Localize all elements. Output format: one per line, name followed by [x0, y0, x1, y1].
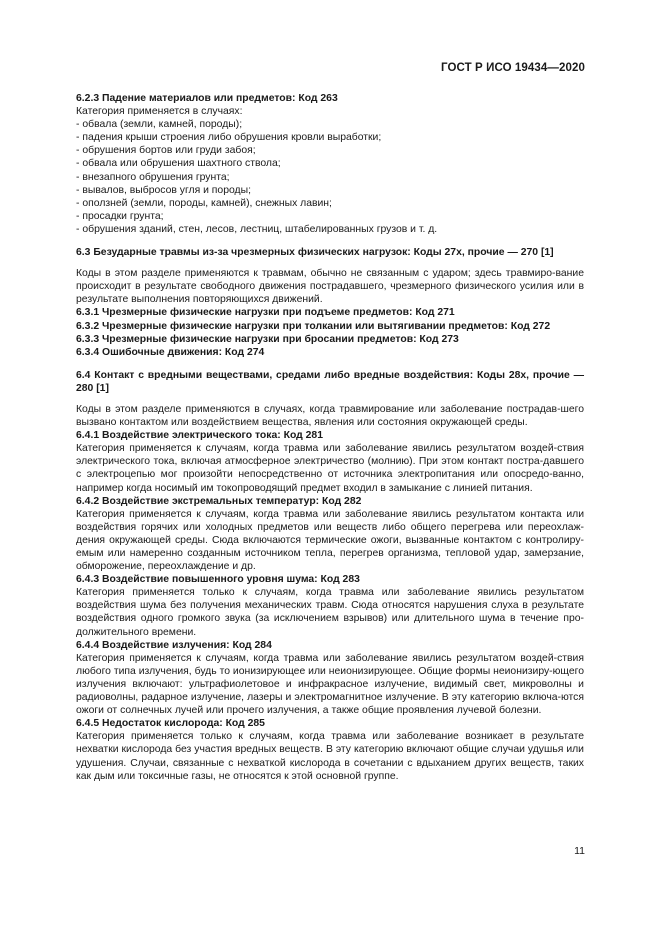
list-item: - оползней (земли, породы, камней), снежных лавин; — [76, 197, 584, 210]
section-6-3-2-title: 6.3.2 Чрезмерные физические нагрузки при толкании или вытягивании предметов: Код 272 — [76, 320, 551, 332]
page-number: 11 — [574, 845, 585, 857]
list-item: - обрушения бортов или груди забоя; — [76, 144, 584, 157]
section-6-3-title: 6.3 Безударные травмы из-за чрезмерных физических нагрузок: Коды 27х, прочие — 270 [1] — [76, 247, 554, 259]
section-6-3-3-title: 6.3.3 Чрезмерные физические нагрузки при бросании предметов: Код 273 — [76, 333, 459, 345]
section-6-4-3-body: Категория применяется только к случаям, когда травма или заболевание явились результатом воздействия шума без получения механических травм. Сюда относятся нарушения слуха в результате воздействия одного громкого звука (за исключением взрывов) или длительного шума в течение про-должительного времени. — [76, 587, 584, 638]
list-item: - обвала (земли, камней, породы); — [76, 118, 584, 131]
section-6-3-body: Коды в этом разделе применяются к травмам, обычно не связанным с ударом; здесь травмиро-вание происходит в результате свободного движения пострадавшего, чрезмерного физического усилия или в результате выполнения повторяющихся движений. — [76, 268, 584, 306]
list-item: - обрушения зданий, стен, лесов, лестниц, штабелированных грузов и т. д. — [76, 223, 584, 236]
list-item: - вывалов, выбросов угля и породы; — [76, 184, 584, 197]
document-id-header: ГОСТ Р ИСО 19434—2020 — [440, 62, 585, 74]
list-item: - падения крыши строения либо обрушения кровли выработки; — [76, 131, 584, 144]
section-6-4-5-body: Категория применяется только к случаям, когда травма или заболевание возникает в результате нехватки кислорода без участия вредных веществ. В эту категорию включают общие случаи удушья или удушения. Случаи, связанные с нехваткой кислорода в сочетании с вдыханием других веществ, таких как дым или токсичные газы, не относятся к этой основной группе. — [76, 731, 584, 782]
section-6-4-2-body: Категория применяется к случаям, когда травма или заболевание явились результатом контакта или воздействия горячих или холодных предметов или веществ либо общего перегрева или переохлаж-дения окружающей среды. Сюда включаются термические ожоги, вызванные контактом с контролиру-емым или намеренно созданным источником тепла, перегрев организма, тепловой удар, замерзание, обморожение, переохлаждение и др. — [76, 508, 584, 573]
section-6-4-body: Коды в этом разделе применяются в случаях, когда травмирование или заболевание пострадав-шего вызвано контактом или воздействием вещества, явления или состояния окружающей среды. — [76, 403, 584, 429]
section-6-4-title: 6.4 Контакт с вредными веществами, средами либо вредные воздействия: Коды 28х, прочие — 280 [1] — [76, 369, 584, 394]
section-6-4-4-title: 6.4.4 Воздействие излучения: Код 284 — [76, 639, 272, 651]
section-6-2-3-title: 6.2.3 Падение материалов или предметов: Код 263 — [76, 93, 338, 104]
section-6-4-1-title: 6.4.1 Воздействие электрического тока: Код 281 — [76, 430, 323, 442]
section-6-4-4-body: Категория применяется к случаям, когда травма или заболевание явились результатом воздей-ствия любого типа излучения, будь то ионизирующее или неионизирующее. Общие формы неионизиру-ющего излучения включают: ультрафиолетовое и инфракрасное излучение, видимый свет, микроволны и радиоволны, радарное излучение, лазеры и электромагнитное излучение. В эту категорию включа-ются ожоги от солнечных лучей или прочего излучения, а также общие проявления лучевой болезни. — [76, 652, 584, 717]
list-item: - внезапного обрушения грунта; — [76, 171, 584, 184]
section-6-4-2-title: 6.4.2 Воздействие экстремальных температур: Код 282 — [76, 495, 362, 507]
section-6-3-1-title: 6.3.1 Чрезмерные физические нагрузки при подъеме предметов: Код 271 — [76, 307, 455, 319]
page-content — [76, 92, 584, 783]
list-item: - обвала или обрушения шахтного ствола; — [76, 157, 584, 170]
section-6-2-3-intro: Категория применяется в случаях: — [76, 106, 243, 118]
section-6-4-1-body: Категория применяется к случаям, когда травма или заболевание явились результатом воздей-ствия электрического тока, включая атмосферное электричество (молнию). При этом контакт постра-давшего с электроцепью мог произойти непосредственно от источника электропитания или опосредо-ванно, например когда носимый им токопроводящий предмет входил в замыкание с линией питания. — [76, 443, 584, 494]
section-6-4-5-title: 6.4.5 Недостаток кислорода: Код 285 — [76, 718, 265, 730]
list-item: - просадки грунта; — [76, 210, 584, 223]
section-6-3-4-title: 6.3.4 Ошибочные движения: Код 274 — [76, 346, 265, 358]
section-6-4-3-title: 6.4.3 Воздействие повышенного уровня шума: Код 283 — [76, 574, 360, 586]
section-6-2-3-list — [76, 118, 584, 236]
